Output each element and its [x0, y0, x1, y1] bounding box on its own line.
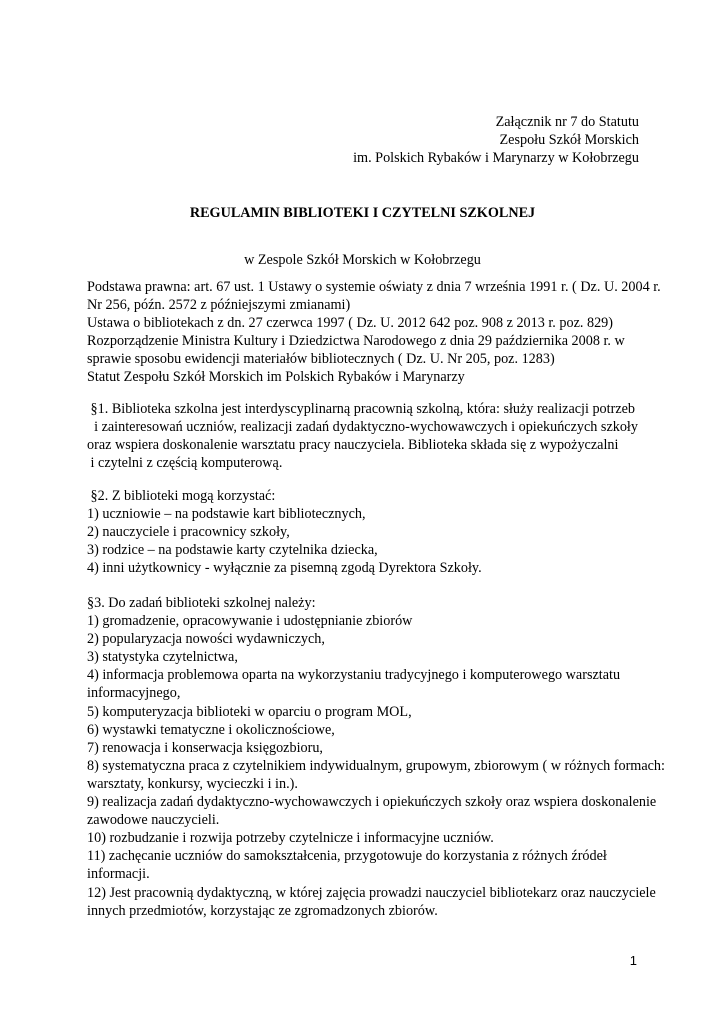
attachment-line: im. Polskich Rybaków i Marynarzy w Kołobrzegu [353, 150, 639, 166]
legal-basis [87, 278, 661, 387]
section-2-line: 1) uczniowie – na podstawie kart bibliotecznych, [87, 506, 366, 523]
page-number: 1 [629, 953, 637, 968]
section-3-line: informacji. [87, 866, 150, 883]
section-3-line: 9) realizacja zadań dydaktyczno-wychowawczych i opiekuńczych szkoły oraz wspiera doskonalenie [87, 794, 657, 811]
section-2-line: §2. Z biblioteki mogą korzystać: [87, 488, 276, 504]
section-1-line: i czytelni z częścią komputerową. [87, 455, 283, 472]
legal-basis-line: Nr 256, późn. 2572 z późniejszymi zmianami) [87, 297, 351, 314]
legal-basis-line: sprawie sposobu ewidencji materiałów bibliotecznych ( Dz. U. Nr 205, poz. 1283) [87, 351, 555, 368]
section-3-line: 6) wystawki tematyczne i okolicznościowe, [87, 721, 335, 738]
attachment-line: Zespołu Szkół Morskich [499, 132, 639, 148]
section-3-line: 1) gromadzenie, opracowywanie i udostępnianie zbiorów [87, 613, 413, 630]
section-3-line: 3) statystyka czytelnictwa, [87, 649, 238, 666]
document-subtitle: w Zespole Szkół Morskich w Kołobrzegu [244, 252, 481, 268]
section-3-line: 2) popularyzacja nowości wydawniczych, [87, 631, 325, 648]
section-3 [87, 594, 665, 920]
section-1-line: i zainteresowań uczniów, realizacji zadań dydaktyczno-wychowawczych i opiekuńczych szkoły [87, 419, 638, 436]
attachment-line: Załącznik nr 7 do Statutu [495, 114, 639, 130]
section-3-line: 7) renowacja i konserwacja księgozbioru, [87, 739, 323, 756]
attachment-header [353, 113, 639, 167]
section-3-line: 4) informacja problemowa oparta na wykorzystaniu tradycyjnego i komputerowego warsztatu [87, 667, 621, 684]
section-3-line: §3. Do zadań biblioteki szkolnej należy: [87, 595, 316, 611]
section-3-line: 8) systematyczna praca z czytelnikiem indywidualnym, grupowym, zbiorowym ( w różnych formach: [87, 757, 665, 774]
section-3-line: 11) zachęcanie uczniów do samokształcenia, przygotowuje do korzystania z różnych źródeł [87, 848, 607, 865]
section-2-line: 2) nauczyciele i pracownicy szkoły, [87, 524, 290, 541]
section-3-line: 10) rozbudzanie i rozwija potrzeby czytelnicze i informacyjne uczniów. [87, 830, 494, 847]
section-1 [87, 400, 657, 472]
section-3-line: innych przedmiotów, korzystając ze zgromadzonych zbiorów. [87, 902, 438, 919]
document-title: REGULAMIN BIBLIOTEKI I CZYTELNI SZKOLNEJ [189, 205, 536, 221]
section-3-line: 12) Jest pracownią dydaktyczną, w której zajęcia prowadzi nauczyciel bibliotekarz oraz nauczyciele [87, 884, 656, 901]
section-1-line: §1. Biblioteka szkolna jest interdyscyplinarną pracownią szkolną, która: służy realizacji potrzeb [87, 401, 636, 417]
legal-basis-line: Podstawa prawna: art. 67 ust. 1 Ustawy o systemie oświaty z dnia 7 września 1991 r. ( Dz. U. 2004 r. [87, 279, 661, 295]
legal-basis-line: Rozporządzenie Ministra Kultury i Dziedzictwa Narodowego z dnia 29 października 2008 r. w [87, 333, 625, 350]
section-2 [87, 487, 657, 577]
section-1-line: oraz wspiera doskonalenie warsztatu pracy nauczyciela. Biblioteka składa się z wypożyczalni [87, 437, 619, 454]
section-3-line: zawodowe nauczycieli. [87, 812, 220, 829]
section-3-line: informacyjnego, [87, 685, 181, 702]
legal-basis-line: Ustawa o bibliotekach z dn. 27 czerwca 1997 ( Dz. U. 2012 642 poz. 908 z 2013 r. poz. 829) [87, 315, 613, 332]
section-3-line: 5) komputeryzacja biblioteki w oparciu o program MOL, [87, 703, 412, 720]
legal-basis-line: Statut Zespołu Szkół Morskich im Polskich Rybaków i Marynarzy [87, 369, 465, 386]
section-3-line: warsztaty, konkursy, wycieczki i in.). [87, 775, 298, 792]
section-2-line: 4) inni użytkownicy - wyłącznie za pisemną zgodą Dyrektora Szkoły. [87, 560, 482, 577]
section-2-line: 3) rodzice – na podstawie karty czytelnika dziecka, [87, 542, 378, 559]
